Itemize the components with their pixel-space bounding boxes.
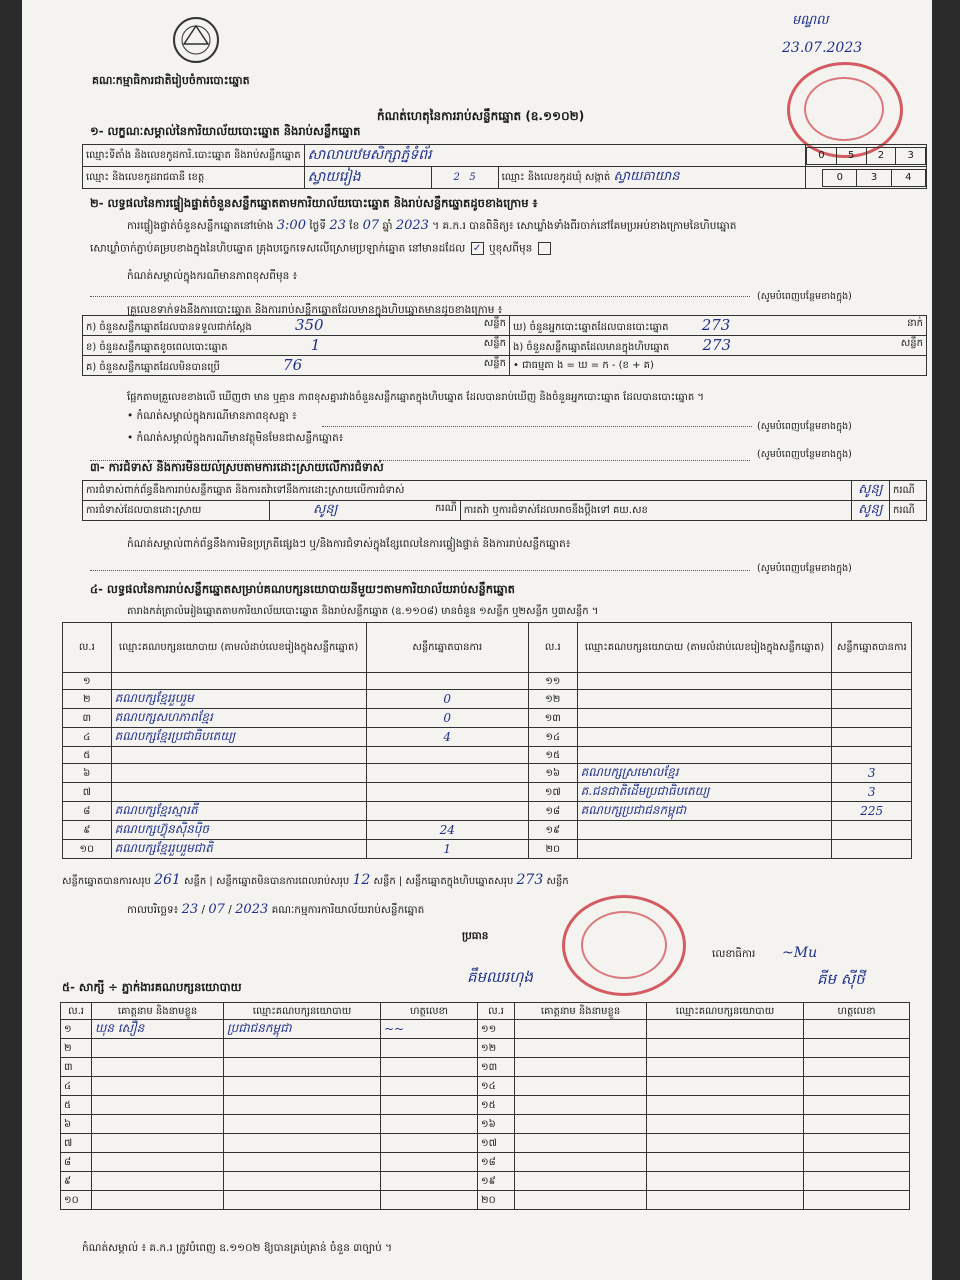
vote-count <box>366 802 528 821</box>
witness-table <box>60 1002 910 1210</box>
row-number: ១៥ <box>528 747 577 764</box>
province-code-digit: 2 <box>453 172 460 183</box>
time-value: 3:00 <box>276 218 306 233</box>
year-label: ឆ្នាំ <box>382 220 393 232</box>
witness-name <box>515 1096 647 1115</box>
witness-name <box>92 1077 224 1096</box>
month-value: 07 <box>362 218 380 233</box>
section1-table <box>82 144 927 189</box>
commune-cell <box>498 167 805 189</box>
code-digit: 4 <box>891 169 925 186</box>
day-label: ថ្ងៃទី <box>309 220 326 232</box>
row-number: ១៨ <box>528 802 577 821</box>
witness-party <box>224 1096 381 1115</box>
row-number: ៤ <box>63 728 112 747</box>
vote-count <box>832 690 912 709</box>
section1-heading: ១- លក្ខណៈសម្គាល់នៃការិយាល័យបោះឆ្នោត និងរាប់សន្លឹកឆ្នោត <box>90 124 361 138</box>
row-number: ១៤ <box>528 728 577 747</box>
witness-row <box>61 1096 910 1115</box>
commune-value: ស្វាយតាយាន <box>613 169 680 184</box>
code-bottom <box>806 167 927 189</box>
party-name: គណបក្សខ្មែររួបរួមជាតិ <box>111 840 366 859</box>
row-a-value: 350 <box>294 316 324 334</box>
changed-label: ឬខុសពីមុន <box>488 242 533 255</box>
org-name: គណៈកម្មាធិការជាតិរៀបចំការបោះឆ្នោត <box>92 74 250 87</box>
col-party: ឈ្មោះគណបក្សនយោបាយ <box>224 1003 381 1020</box>
resolved-cell <box>270 501 461 521</box>
changed-checkbox[interactable] <box>538 242 551 255</box>
party-name <box>577 747 832 764</box>
objection-row1-value: សូន្យ <box>851 481 889 501</box>
witness-signature <box>381 1039 478 1058</box>
row-b <box>83 336 510 356</box>
same-checkbox[interactable]: ✓ <box>471 242 484 255</box>
party-name: គណបក្សហ៊្វុនស៊ិនប៉ិច <box>111 821 366 840</box>
province-code <box>431 167 498 189</box>
code-digit: 0 <box>807 147 837 164</box>
row-number: ១០ <box>63 840 112 859</box>
compare-line: ផ្អែកតាមគ្រួលេខខាងលើ ឃើញថា មាន ឬគ្មាន ភាពខុសគ្នារវាងចំនួនសន្លឹកឆ្នោតក្នុងហិបឆ្នោត ដែលបានរាប់ឃើញ និងចំនួនអ្នកបោះឆ្នោត ដែលបានបោះឆ្នោត ។ <box>127 392 704 403</box>
province-value: ស្វាយរៀង <box>304 167 431 189</box>
witness-row <box>61 1172 910 1191</box>
row-b-label: ខ) ចំនួនសន្លឹកឆ្នោតខូចពេលបោះឆ្នោត <box>86 342 228 353</box>
witness-row <box>61 1153 910 1172</box>
row-d-label: ឃ) ចំនួនអ្នកបោះឆ្នោតដែលបានបោះឆ្នោត <box>513 322 669 333</box>
results-row <box>63 840 912 859</box>
witness-name <box>515 1020 647 1039</box>
witness-name <box>92 1039 224 1058</box>
vote-count <box>366 747 528 764</box>
vote-count: 0 <box>366 690 528 709</box>
official-stamp-middle <box>562 895 686 996</box>
witness-name <box>515 1039 647 1058</box>
party-name: គណបក្សខ្មែររួបរួម <box>111 690 366 709</box>
corner-note-2: 23.07.2023 <box>782 40 863 56</box>
party-name <box>577 673 832 690</box>
party-name <box>577 728 832 747</box>
form-title: កំណត់ហេតុនៃការរាប់សន្លឹកឆ្នោត (ឧ.១១០២) <box>377 109 585 123</box>
row-a-label: ក) ចំនួនសន្លឹកឆ្នោតដែលបានទទួលជាក់ស្តែង <box>86 322 252 333</box>
date-day: 23 <box>181 902 199 917</box>
row-number: ៥ <box>63 747 112 764</box>
witness-name <box>515 1115 647 1134</box>
formula: • ជាធម្មតា ង = ឃ = ក - (ខ + គ) <box>510 356 927 376</box>
secretary-title: លេខាធិការ <box>712 948 756 960</box>
witness-name: ឃុន សឿន <box>92 1020 224 1039</box>
row-number: ១២ <box>528 690 577 709</box>
row-number: ១០ <box>61 1191 92 1210</box>
section3-heading: ៣- ការជំទាស់ និងការមិនយល់ស្របតាមការដោះស្រាយលើការជំទាស់ <box>90 460 384 474</box>
party-name <box>111 747 366 764</box>
day-value: 23 <box>329 218 346 233</box>
resolved-value: សូន្យ <box>313 502 338 517</box>
witness-name <box>92 1115 224 1134</box>
witness-signature <box>804 1096 910 1115</box>
witness-name <box>515 1191 647 1210</box>
valid-total-label: សន្លឹកឆ្នោតបានការសរុប <box>62 876 151 887</box>
party-name <box>111 764 366 783</box>
form-page <box>22 0 932 1280</box>
chair-title: ប្រធាន <box>462 930 489 942</box>
results-table <box>62 622 912 859</box>
row-e-label: ង) ចំនួនសន្លឹកឆ្នោតដែលមានក្នុងហិបឆ្នោត <box>513 342 670 353</box>
party-name <box>577 709 832 728</box>
row-number: ២ <box>61 1039 92 1058</box>
results-row <box>63 764 912 783</box>
witness-party <box>224 1115 381 1134</box>
row-number: ៣ <box>63 709 112 728</box>
party-name: គ.ជនជាតិដើមប្រជាធិបតេយ្យ <box>577 783 832 802</box>
witness-party <box>224 1077 381 1096</box>
unit-label: សន្លឹក <box>546 876 569 887</box>
vote-count <box>366 673 528 690</box>
witness-signature <box>804 1153 910 1172</box>
valid-total-value: 261 <box>154 872 181 888</box>
verification-time-line <box>127 218 736 235</box>
month-label: ខែ <box>349 220 360 232</box>
row-a <box>83 316 510 336</box>
vote-count: 4 <box>366 728 528 747</box>
witness-name <box>92 1096 224 1115</box>
witness-signature <box>381 1096 478 1115</box>
section4-heading: ៤- លទ្ធផលនៃការរាប់សន្លឹកឆ្នោតសម្រាប់គណបក្សនយោបាយនីមួយៗតាមការិយាល័យរាប់សន្លឹកឆ្នោត <box>90 582 515 596</box>
witness-name <box>92 1134 224 1153</box>
witness-signature <box>381 1077 478 1096</box>
vote-count <box>832 821 912 840</box>
row-number: ១១ <box>478 1020 515 1039</box>
row-number: ១៧ <box>528 783 577 802</box>
witness-signature <box>804 1115 910 1134</box>
witness-signature <box>381 1115 478 1134</box>
witness-signature <box>804 1172 910 1191</box>
counts-table <box>82 315 927 376</box>
witness-name <box>515 1134 647 1153</box>
location-label: ឈ្មោះទីតាំង និងលេខកូដការិ.បោះឆ្នោត និងរាប់សន្លឹកឆ្នោត <box>83 145 305 167</box>
remark-label: កំណត់សម្គាល់ក្នុងករណីមានភាពខុសពីមុន ៖ <box>127 270 298 282</box>
col-party: ឈ្មោះគណបក្សនយោបាយ (តាមលំដាប់លេខរៀងក្នុងសន្លឹកឆ្នោត) <box>111 623 366 673</box>
unit-label: សន្លឹក <box>900 338 923 349</box>
appeal-value: សូន្យ <box>851 501 889 521</box>
witness-party <box>647 1020 804 1039</box>
row-number: ៩ <box>61 1172 92 1191</box>
witness-party <box>647 1153 804 1172</box>
witness-signature <box>804 1058 910 1077</box>
vote-count: 1 <box>366 840 528 859</box>
seal-line <box>90 242 553 258</box>
witness-name <box>92 1172 224 1191</box>
results-row <box>63 802 912 821</box>
row-number: ២០ <box>528 840 577 859</box>
witness-name <box>515 1058 647 1077</box>
witness-signature <box>804 1020 910 1039</box>
col-sign: ហត្ថលេខា <box>381 1003 478 1020</box>
witness-party <box>224 1191 381 1210</box>
witness-signature <box>381 1058 478 1077</box>
witness-name <box>92 1191 224 1210</box>
party-name <box>577 690 832 709</box>
witness-party <box>647 1115 804 1134</box>
row-number: ២០ <box>478 1191 515 1210</box>
code-digit: 5 <box>836 147 866 164</box>
col-party: ឈ្មោះគណបក្សនយោបាយ (តាមលំដាប់លេខរៀងក្នុងសន្លឹកឆ្នោត) <box>577 623 832 673</box>
section5-heading: ៥- សាក្សី ÷ ភ្នាក់ងារគណបក្សនយោបាយ <box>62 980 242 994</box>
secretary-name: គីម ស៊ីថី <box>817 970 865 988</box>
bullet-foreign-objects: • កំណត់សម្គាល់ក្នុងករណីមានវត្ថុមិនមែនជាសន្លឹកឆ្នោត៖ <box>127 432 344 444</box>
row-number: ១៥ <box>478 1096 515 1115</box>
vote-count: 3 <box>832 783 912 802</box>
row-number: ១៤ <box>478 1077 515 1096</box>
party-name: គណបក្សសហភាពខ្មែរ <box>111 709 366 728</box>
vote-count <box>832 840 912 859</box>
witness-row <box>61 1115 910 1134</box>
row-number: ១៩ <box>478 1172 515 1191</box>
witness-party <box>647 1077 804 1096</box>
row-b-value: 1 <box>310 336 321 354</box>
results-row <box>63 728 912 747</box>
year-value: 2023 <box>395 218 429 233</box>
row-e-value: 273 <box>702 336 732 354</box>
row-number: ១៨ <box>478 1153 515 1172</box>
row-number: ១៦ <box>528 764 577 783</box>
date-month: 07 <box>208 902 225 917</box>
unit-label: សន្លឹក <box>183 876 207 887</box>
party-name: គណបក្សខ្មែរស្មារតី <box>111 802 366 821</box>
witness-party <box>647 1191 804 1210</box>
witness-row <box>61 1191 910 1210</box>
party-name <box>577 821 832 840</box>
witness-row <box>61 1020 910 1039</box>
row-number: ១ <box>63 673 112 690</box>
signing-date: កាលបរិច្ឆេទ៖ 23 / 07 / 2023 គណៈកម្មការការិយាល័យរាប់សន្លឹកឆ្នោត <box>127 902 425 917</box>
row-number: ១២ <box>478 1039 515 1058</box>
row-number: ៣ <box>61 1058 92 1077</box>
date-label: កាលបរិច្ឆេទ៖ <box>127 904 179 916</box>
witness-party <box>647 1058 804 1077</box>
witness-name <box>515 1077 647 1096</box>
witness-signature <box>381 1153 478 1172</box>
vote-count <box>366 764 528 783</box>
box-total-value: 273 <box>516 872 544 888</box>
code-digit: 3 <box>857 169 891 186</box>
witness-signature: ~~ <box>381 1020 478 1039</box>
location-value: សាលាបឋមសិក្សាភ្នំទំព័រ <box>304 145 805 167</box>
row-d <box>510 316 927 336</box>
party-name: គណបក្សស្រមោលខ្មែរ <box>577 764 832 783</box>
witness-party <box>224 1153 381 1172</box>
witness-name <box>515 1153 647 1172</box>
witness-party: ប្រជាជនកម្ពុជា <box>224 1020 381 1039</box>
witness-signature <box>381 1172 478 1191</box>
row-number: ១៧ <box>478 1134 515 1153</box>
row-number: ៦ <box>63 764 112 783</box>
results-row <box>63 673 912 690</box>
objections-table <box>82 480 927 521</box>
code-digit: 0 <box>823 169 857 186</box>
row-number: ១៣ <box>478 1058 515 1077</box>
totals-line: សន្លឹកឆ្នោតបានការសរុប 261 សន្លឹក | សន្លឹកឆ្នោតមិនបានការពេលរាប់សរុប 12 សន្លឹក | សន្លឹកឆ្នោតក្នុងហិបឆ្នោតសរុប 273 សន្លឹក <box>62 872 569 888</box>
results-row <box>63 690 912 709</box>
seal-text: សោឃ្លាំចាក់ភ្ជាប់គម្របខាងក្នុងនៃហិបឆ្នោត គ្រុងបច្ចេកទេសលើស្រោមប្រឡាក់ឆ្នោត នៅមានដដែល <box>90 242 466 255</box>
row-number: ៩ <box>63 821 112 840</box>
case-label: ករណី <box>435 503 457 514</box>
col-no: ល.រ <box>61 1003 92 1020</box>
case-label: ករណី <box>890 501 927 521</box>
time-label: ការផ្ទៀងផ្ទាត់ចំនួនសន្លឹកឆ្នោតនៅម៉ោង <box>127 220 274 232</box>
row-c-label: គ) ចំនួនសន្លឹកឆ្នោតដែលមិនបានប្រើ <box>86 362 220 373</box>
row-number: ៦ <box>61 1115 92 1134</box>
row-c <box>83 356 510 376</box>
invalid-total-value: 12 <box>352 872 371 888</box>
results-row <box>63 783 912 802</box>
unit-label: សន្លឹក <box>373 876 396 887</box>
witness-signature <box>804 1077 910 1096</box>
invalid-total-label: សន្លឹកឆ្នោតមិនបានការពេលរាប់សរុប <box>215 876 350 887</box>
vote-count: 0 <box>366 709 528 728</box>
witness-signature <box>804 1134 910 1153</box>
vote-count: 24 <box>366 821 528 840</box>
vote-count: 3 <box>832 764 912 783</box>
witness-party <box>224 1058 381 1077</box>
remark-line <box>90 296 750 297</box>
commune-label: ឈ្មោះ និងលេខកូដឃុំ សង្កាត់ <box>501 172 611 183</box>
col-no: ល.រ <box>63 623 112 673</box>
corner-note-1: មណ្ឌល <box>792 13 829 28</box>
party-name <box>111 783 366 802</box>
vote-count <box>832 747 912 764</box>
witness-signature <box>381 1134 478 1153</box>
committee-label: គណៈកម្មការការិយាល័យរាប់សន្លឹកឆ្នោត <box>271 904 425 916</box>
witness-signature <box>804 1191 910 1210</box>
section2-heading: ២- លទ្ធផលនៃការផ្ទៀងផ្ទាត់ចំនួនសន្លឹកឆ្នោតតាមការិយាល័យបោះឆ្នោត និងរាប់សន្លឹកឆ្នោតដូចខាងក្រោម ៖ <box>90 196 538 210</box>
row-c-value: 76 <box>283 356 303 374</box>
witness-row <box>61 1134 910 1153</box>
code-digit: 3 <box>896 147 926 164</box>
fill-note: (សូមបំពេញបន្ថែមខាងក្នុង) <box>757 291 852 302</box>
after-date-text: ។ គ.ក.រ បានពិនិត្យ៖ សោឃ្លាំងទាំងពីរចាក់នៅគែមប្រអប់ខាងក្រោមនៃហិបឆ្នោត <box>432 220 737 232</box>
witness-party <box>647 1134 804 1153</box>
col-votes: សន្លឹកឆ្នោតបានការ <box>832 623 912 673</box>
case-label: ករណី <box>890 481 927 501</box>
unit-label: សន្លឹក <box>483 318 506 329</box>
results-body <box>63 673 912 859</box>
witness-name <box>92 1153 224 1172</box>
vote-count <box>832 709 912 728</box>
province-label: ឈ្មោះ និងលេខកូដរាជធានី ខេត្ត <box>83 167 305 189</box>
witness-row <box>61 1077 910 1096</box>
witness-party <box>224 1172 381 1191</box>
footer-note: កំណត់សម្គាល់ ៖ គ.ក.រ ត្រូវបំពេញ ឧ.១១០២ ឱ្យបានគ្រប់គ្រាន់ ចំនួន ៣ច្បាប់ ។ <box>82 1242 393 1254</box>
row-number: ១៩ <box>528 821 577 840</box>
box-total-label: សន្លឹកឆ្នោតក្នុងហិបឆ្នោតសរុប <box>405 876 514 887</box>
chair-name: គឹមឈរហុង <box>467 968 533 986</box>
witness-row <box>61 1058 910 1077</box>
col-sign: ហត្ថលេខា <box>804 1003 910 1020</box>
witness-body <box>61 1020 910 1210</box>
code-digit: 2 <box>866 147 896 164</box>
resolved-label: ការជំទាស់ដែលបានដោះស្រាយ <box>83 501 270 521</box>
col-votes: សន្លឹកឆ្នោតបានការ <box>366 623 528 673</box>
discrepancy-line <box>322 426 752 427</box>
party-name: គណបក្សប្រជាជនកម្ពុជា <box>577 802 832 821</box>
row-number: ៧ <box>63 783 112 802</box>
fill-note: (សូមបំពេញបន្ថែមខាងក្នុង) <box>757 421 852 432</box>
witness-party <box>224 1039 381 1058</box>
row-number: ១៣ <box>528 709 577 728</box>
row-e <box>510 336 927 356</box>
witness-party <box>224 1134 381 1153</box>
row-number: ៧ <box>61 1134 92 1153</box>
vote-count <box>832 673 912 690</box>
witness-name <box>515 1172 647 1191</box>
secretary-signature: ~Mu <box>782 945 818 961</box>
objection-note-line <box>90 570 750 571</box>
unit-label: សន្លឹក <box>483 338 506 349</box>
vote-count: 225 <box>832 802 912 821</box>
row-number: ៤ <box>61 1077 92 1096</box>
section4-intro: តារាងកត់ត្រាលំអៀងឆ្នោតតាមការិយាល័យបោះឆ្នោត និងរាប់សន្លឹកឆ្នោត (ឧ.១១០៨) មានចំនួន ១សន្លឹក ឬ២សន្លឹក ឬ៣សន្លឹក ។ <box>127 606 599 617</box>
col-name: គោត្តនាម និងនាមខ្លួន <box>515 1003 647 1020</box>
witness-row <box>61 1039 910 1058</box>
row-number: ៥ <box>61 1096 92 1115</box>
province-code-digit: 5 <box>469 172 476 183</box>
row-number: ១ <box>61 1020 92 1039</box>
witness-signature <box>381 1191 478 1210</box>
unit-label: សន្លឹក <box>483 358 506 369</box>
numbers-intro: គ្រួលេខទាក់ទងនឹងការបោះឆ្នោត និងការរាប់សន្លឹកឆ្នោតដែលមានក្នុងហិបឆ្នោតមានដូចខាងក្រោម ៖ <box>127 304 503 316</box>
bullet-discrepancy: • កំណត់សម្គាល់ក្នុងករណីមានភាពខុសគ្នា ៖ <box>127 410 297 422</box>
appeal-label: ការតវ៉ា ឬការជំទាស់ដែលអាចនឹងប្តឹងទៅ គឃ.សខ <box>460 501 851 521</box>
vote-count <box>366 783 528 802</box>
results-row <box>63 747 912 764</box>
party-name <box>111 673 366 690</box>
party-name <box>577 840 832 859</box>
vote-count <box>832 728 912 747</box>
fill-note: (សូមបំពេញបន្ថែមខាងក្នុង) <box>757 563 852 574</box>
party-name: គណបក្សខ្មែរប្រជាធិបតេយ្យ <box>111 728 366 747</box>
witness-party <box>647 1039 804 1058</box>
witness-party <box>647 1172 804 1191</box>
code-top <box>806 145 927 167</box>
witness-name <box>92 1058 224 1077</box>
national-emblem-icon <box>170 14 222 66</box>
objection-row1-label: ការជំទាស់ពាក់ព័ន្ធនឹងការរាប់សន្លឹកឆ្នោត និងការតវ៉ាទៅនឹងការដោះស្រាយលើការជំទាស់ <box>83 481 852 501</box>
unit-person-label: នាក់ <box>907 318 923 329</box>
col-no: ល.រ <box>528 623 577 673</box>
row-number: ២ <box>63 690 112 709</box>
results-row <box>63 709 912 728</box>
results-row <box>63 821 912 840</box>
objection-note: កំណត់សម្គាល់ពាក់ព័ន្ធនឹងការមិនប្រក្រតីផ្សេងៗ ឬ/និងការជំទាស់ក្នុងខ្សែពេលនៃការផ្ទៀងផ្ទាត់ និងការរាប់សន្លឹកឆ្នោត៖ <box>127 538 571 550</box>
col-name: គោត្តនាម និងនាមខ្លួន <box>92 1003 224 1020</box>
row-number: ១៦ <box>478 1115 515 1134</box>
fill-note: (សូមបំពេញបន្ថែមខាងក្នុង) <box>757 449 852 460</box>
witness-signature <box>804 1039 910 1058</box>
witness-party <box>647 1096 804 1115</box>
row-number: ៨ <box>63 802 112 821</box>
date-year: 2023 <box>235 902 269 917</box>
row-d-value: 273 <box>701 316 731 334</box>
col-party: ឈ្មោះគណបក្សនយោបាយ <box>647 1003 804 1020</box>
col-no: ល.រ <box>478 1003 515 1020</box>
row-number: ៨ <box>61 1153 92 1172</box>
row-number: ១១ <box>528 673 577 690</box>
